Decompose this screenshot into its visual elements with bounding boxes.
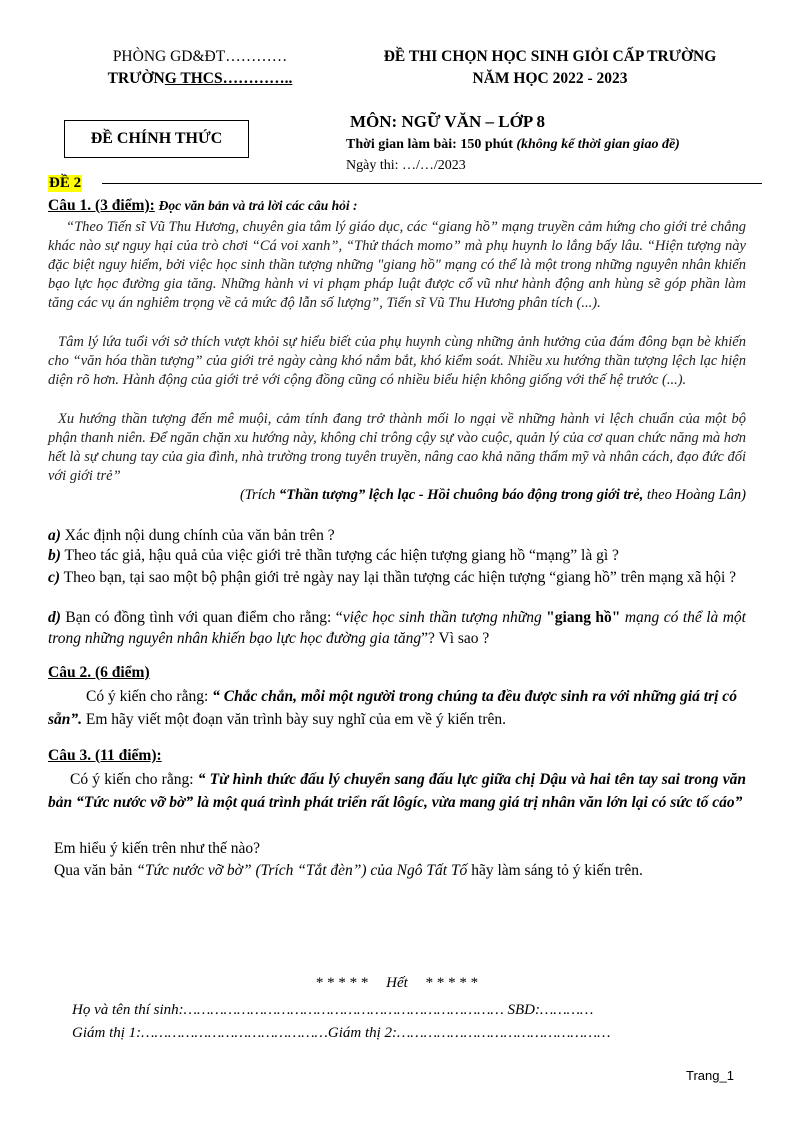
task-2-a: Qua văn bản	[54, 862, 137, 879]
school-year: NĂM HỌC 2022 - 2023	[472, 70, 628, 87]
passage-paragraph-1: “Theo Tiến sĩ Vũ Thu Hương, chuyên gia tâm lý giáo dục, các “giang hồ” mạng truyền cảm hứng cho giới trẻ chẳng khác nào sự nguy hại của trò chơi “Cá voi xanh”, “Thử thách momo” mà phụ huynh lo lắng bấy lâu. “Hiện tượng này đặc biệt nguy hiểm, bởi việc học sinh thần tượng những "giang hồ" mạng có thể là một trong những nguyên nhân khiến bạo lực học đường gia tăng. Những hành vi vi phạm pháp luật được cổ vũ như hành động anh hùng sẽ góp phần làm tăng các vụ án nghiêm trọng về cả mức độ lẫn số lượng”, Tiến sĩ Vũ Thu Hương phân tích (...).	[48, 219, 746, 311]
task-2-b: “Tức nước vỡ bờ” (Trích “Tắt đèn”) của Ngô Tất Tố	[136, 862, 468, 879]
task-2-c: hãy làm sáng tỏ ý kiến trên.	[467, 862, 643, 879]
item-d-text-1: Bạn có đồng tình với quan điểm cho rằng: “	[60, 609, 343, 626]
exam-title: ĐỀ THI CHỌN HỌC SINH GIỎI CẤP TRƯỜNG	[383, 48, 717, 65]
department-name: PHÒNG GD&ĐT…………	[112, 48, 288, 65]
question-3-quote: “ Từ hình thức đấu lý chuyển sang đấu lực giữa chị Dậu và hai tên tay sai trong văn bản “Tức nước vỡ bờ” là một quá trình phát triển rất lôgíc, vừa mang giá trị nhân văn lớn lại có sức tố cáo”	[48, 771, 746, 811]
question-2-title: Câu 2. (6 điểm)	[48, 664, 150, 681]
end-stars-left: * * * * *	[315, 975, 369, 991]
question-1-title: Câu 1. (3 điểm):	[48, 197, 155, 214]
supervisor-line: Giám thị 1:……………………………………Giám thị 2:…………………………………………	[72, 1025, 611, 1041]
item-c-text: Theo bạn, tại sao một bộ phận giới trẻ ngày nay lại thần tượng các hiện tượng “giang hồ” trên mạng xã hội ?	[60, 569, 737, 586]
question-1c	[48, 567, 746, 588]
passage-paragraph-2: Tâm lý lứa tuổi với sở thích vượt khỏi sự hiểu biết của phụ huynh cùng những ảnh hưởng của đám đông bạn bè khiến cho “văn hóa thần tượng” của giới trẻ ngày càng khó nắm bắt, khó kiểm soát. Nhiều xu hướng thần tượng lệch lạc hiện diện rõ hơn. Hành động của giới trẻ với cộng đồng cũng có nhiều biểu hiện không giống với thế hệ trước (...).	[48, 334, 746, 388]
question-1d	[48, 607, 746, 649]
item-b-label: b)	[48, 547, 61, 564]
question-1-instruction: Đọc văn bản và trả lời các câu hỏi :	[158, 198, 358, 213]
page-number: Trang_1	[686, 1068, 734, 1083]
question-2-task: Em hãy viết một đoạn văn trình bày suy nghĩ của em về ý kiến trên.	[82, 711, 507, 728]
passage-source	[48, 486, 746, 505]
subject-title: MÔN: NGỮ VĂN – LỚP 8	[350, 112, 546, 131]
item-d-bold: "giang hồ"	[546, 609, 621, 626]
exam-date: Ngày thi: …/…/2023	[346, 158, 466, 173]
end-word: Hết	[386, 975, 408, 991]
school-prefix: TRƯỜN	[107, 70, 165, 87]
question-2-lead: Có ý kiến cho rằng:	[86, 688, 213, 705]
school-name	[80, 70, 320, 88]
item-d-italic-2: mạng có thể là một trong những nguyên nhân khiến bạo lực học đường gia tăng	[48, 609, 746, 647]
end-stars-right: * * * * *	[425, 975, 479, 991]
question-1b	[48, 547, 746, 565]
question-3-lead: Có ý kiến cho rằng:	[70, 771, 198, 788]
question-2-quote: “ Chắc chắn, mỗi một người trong chúng ta đều được sinh ra với những giá trị có sẵn”.	[48, 688, 737, 728]
item-d-italic-1: việc học sinh thần tượng những	[342, 609, 547, 626]
source-open: (Trích	[239, 487, 280, 503]
question-3-task-1: Em hiểu ý kiến trên như thế nào?	[54, 840, 260, 857]
question-3-body	[48, 768, 746, 814]
item-d-text-2: ”? Vì sao ?	[421, 630, 490, 647]
question-3-title: Câu 3. (11 điểm):	[48, 747, 162, 764]
question-3-task-2	[54, 862, 643, 880]
exam-code: ĐỀ 2	[49, 175, 82, 191]
time-note: (không kể thời gian giao đề)	[516, 137, 680, 152]
candidate-info-line: Họ và tên thí sinh:……………………………………………………………… SBD:…………	[72, 1002, 594, 1018]
item-a-label: a)	[48, 527, 61, 544]
time-info	[346, 137, 680, 153]
header-divider	[102, 183, 762, 184]
item-a-text: Xác định nội dung chính của văn bản trên ?	[60, 527, 335, 544]
item-b-text: Theo tác giả, hậu quả của việc giới trẻ thần tượng các hiện tượng giang hồ “mạng” là gì ?	[60, 547, 619, 564]
school-rest: G THCS…………..	[164, 70, 293, 87]
end-marker	[0, 975, 794, 992]
passage-paragraph-3: Xu hướng thần tượng đến mê muội, cảm tính đang trở thành mối lo ngại về những hành vi lệch chuẩn của một bộ phận thanh niên. Để ngăn chặn xu hướng này, không chỉ trông cậy sự vào cuộc, quản lý của cơ quan chức năng mà hơn hết là sự chung tay của gia đình, nhà trường trong tuyên truyền, nâng cao khả năng thẩm mỹ và nhân cách, đạo đức đối với giới trẻ”	[48, 411, 746, 484]
item-d-label: d)	[48, 609, 61, 626]
question-2-body	[48, 685, 748, 731]
question-1-heading	[48, 197, 358, 215]
item-c-label: c)	[48, 569, 61, 586]
official-exam-badge: ĐỀ CHÍNH THỨC	[64, 120, 249, 158]
source-title: “Thần tượng” lệch lạc - Hồi chuông báo động trong giới trẻ,	[279, 487, 644, 503]
question-1a	[48, 527, 746, 545]
source-close: theo Hoàng Lân)	[643, 487, 746, 503]
time-label: Thời gian làm bài: 150 phút	[346, 137, 513, 152]
